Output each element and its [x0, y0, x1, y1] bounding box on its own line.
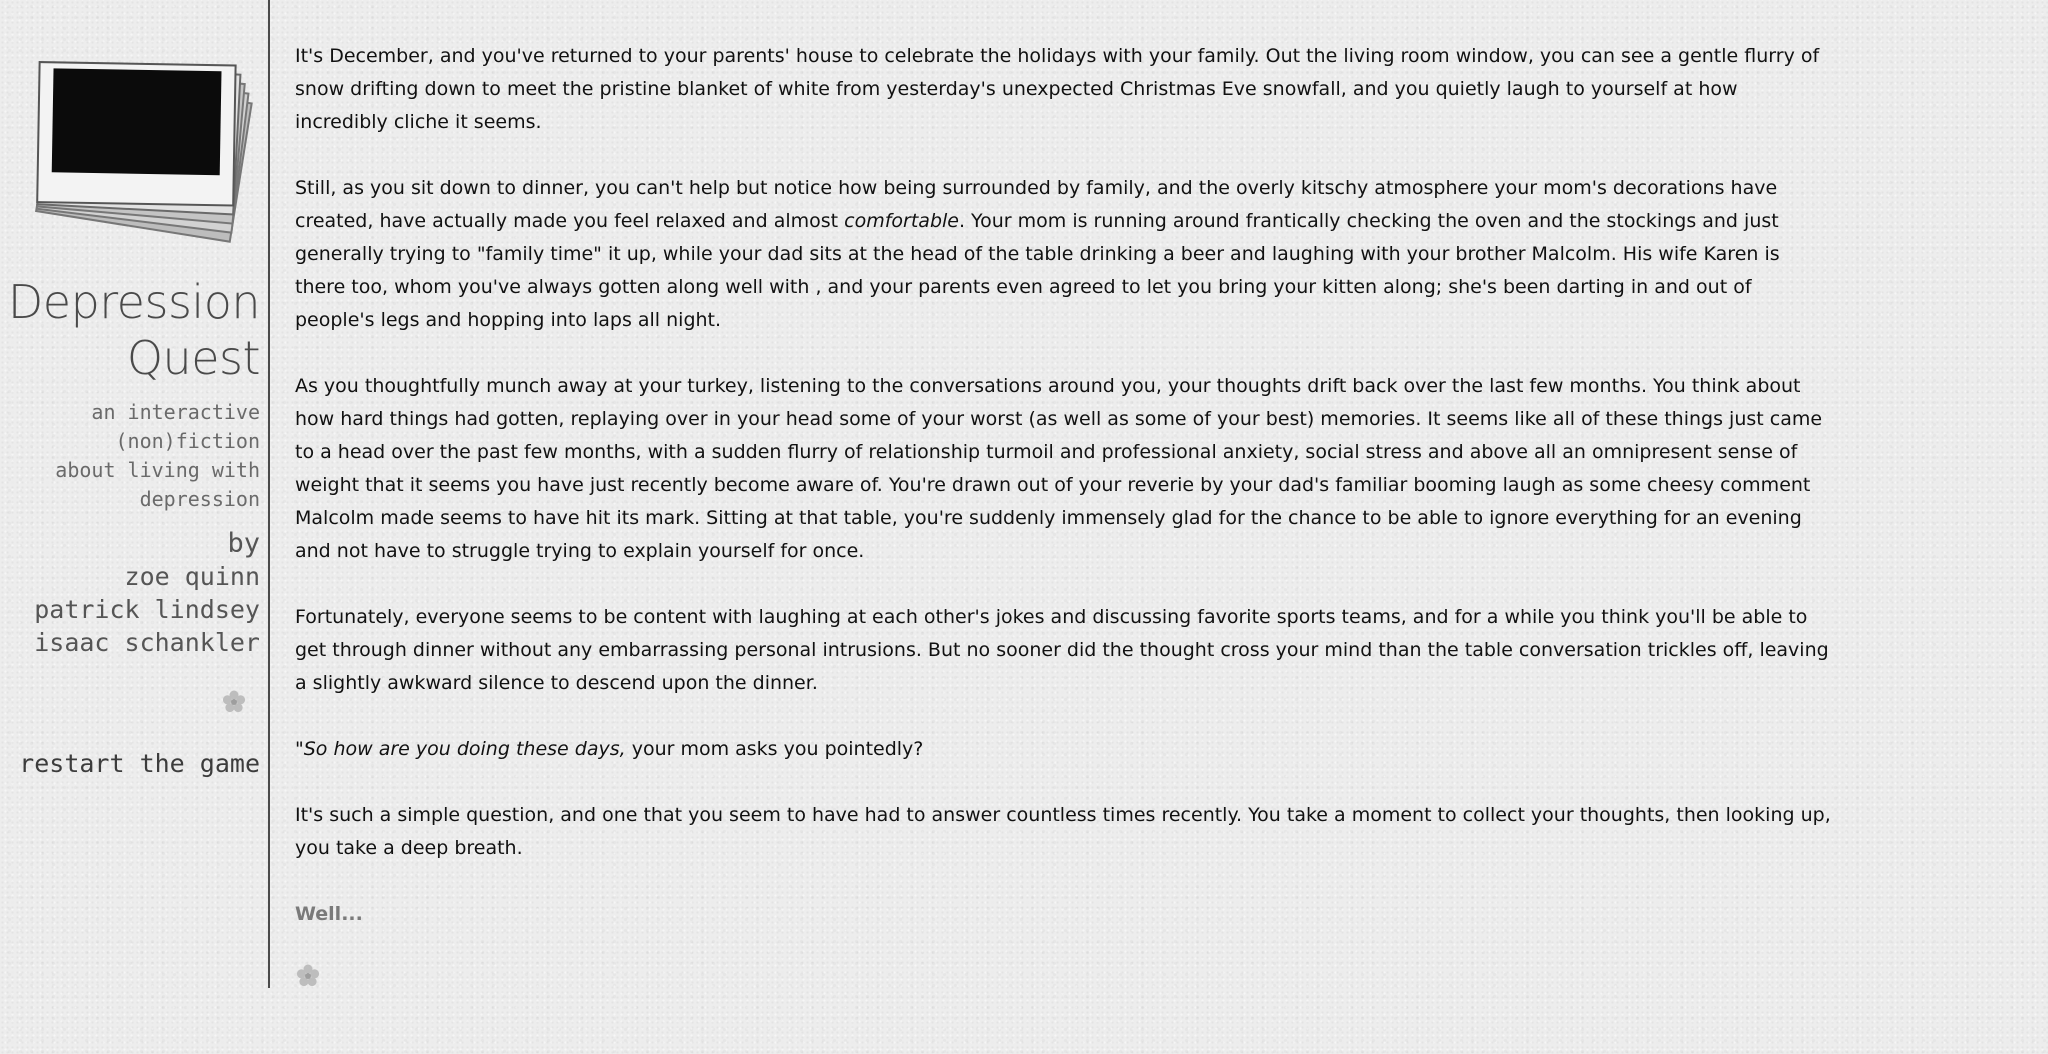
passage-text: your mom asks you pointedly? [625, 738, 924, 760]
passage-paragraph: As you thoughtfully munch away at your turkey, listening to the conversations around you, your thoughts drift back over the last few months. You think about how hard things had gotten, replaying over in your head some of your worst (as well as some of your best) memories. It seems like all of these things just came to a head over the past few months, with a sudden flurry of relationship turmoil and professional anxiety, social stress and above all an omnipresent sense of weight that it seems you have just recently become aware of. You're drawn out of your reverie by your dad's familiar booming laugh as some cheesy comment Malcolm made seems to have hit its mark. Sitting at that table, you're suddenly immensely glad for the chance to be able to ignore everything for an evening and not have to struggle trying to explain yourself for once. [295, 375, 1823, 562]
polaroid-stack-icon [30, 58, 268, 256]
subtitle-line: depression [139, 487, 260, 511]
dialogue-text: "So how are you doing these days, [295, 738, 626, 760]
game-title [8, 274, 260, 386]
subtitle-line: an interactive [91, 400, 260, 424]
emphasis-text: comfortable [844, 210, 959, 232]
story-passage [295, 40, 1835, 964]
passage-paragraph [295, 733, 1835, 766]
choice-link-well[interactable]: Well... [295, 903, 363, 925]
flower-icon [296, 964, 320, 988]
author-name: isaac schankler [34, 628, 260, 657]
passage-text: Still, as you sit down to dinner, you can't help but notice how being surrounded by family, and the overly kitschy atmosphere your mom's decorations have created, have actually made you feel relaxed and almost [295, 177, 1778, 232]
story-sidebar [0, 0, 270, 988]
by-label: by [227, 528, 260, 559]
subtitle-line: about living with [55, 458, 260, 482]
passage-paragraph: It's such a simple question, and one that you seem to have had to answer countless times recently. You take a moment to collect your thoughts, then looking up, you take a deep breath. [295, 804, 1831, 859]
passage-paragraph [295, 172, 1835, 337]
passage-paragraph: Fortunately, everyone seems to be content with laughing at each other's jokes and discussing favorite sports teams, and for a while you think you'll be able to get through dinner without any embarrassing personal intrusions. But no sooner did the thought cross your mind than the table conversation trickles off, leaving a slightly awkward silence to descend upon the dinner. [295, 606, 1829, 694]
choice-list [295, 898, 1835, 931]
game-title-line: Quest [126, 331, 260, 385]
passage-text: . Your mom is running around frantically checking the oven and the stockings and just generally trying to "family time" it up, while your dad sits at the head of the table drinking a beer and laughing with your brother Malcolm. His wife Karen is there too, whom you've always gotten along well with , and your parents even agreed to let you bring your kitten along; she's been darting in and out of people's legs and hopping into laps all night. [295, 210, 1780, 331]
restart-game-link[interactable]: restart the game [19, 749, 260, 778]
author-list [34, 560, 260, 659]
author-name: zoe quinn [124, 562, 260, 591]
game-subtitle [55, 398, 260, 514]
flower-icon [222, 690, 246, 714]
subtitle-line: (non)fiction [115, 429, 260, 453]
passage-paragraph: It's December, and you've returned to your parents' house to celebrate the holidays with your family. Out the living room window, you can see a gentle flurry of snow drifting down to meet the pristine blanket of white from yesterday's unexpected Christmas Eve snowfall, and you quietly laugh to yourself at how incredibly cliche it seems. [295, 45, 1820, 133]
author-name: patrick lindsey [34, 595, 260, 624]
game-title-line: Depression [7, 275, 260, 329]
